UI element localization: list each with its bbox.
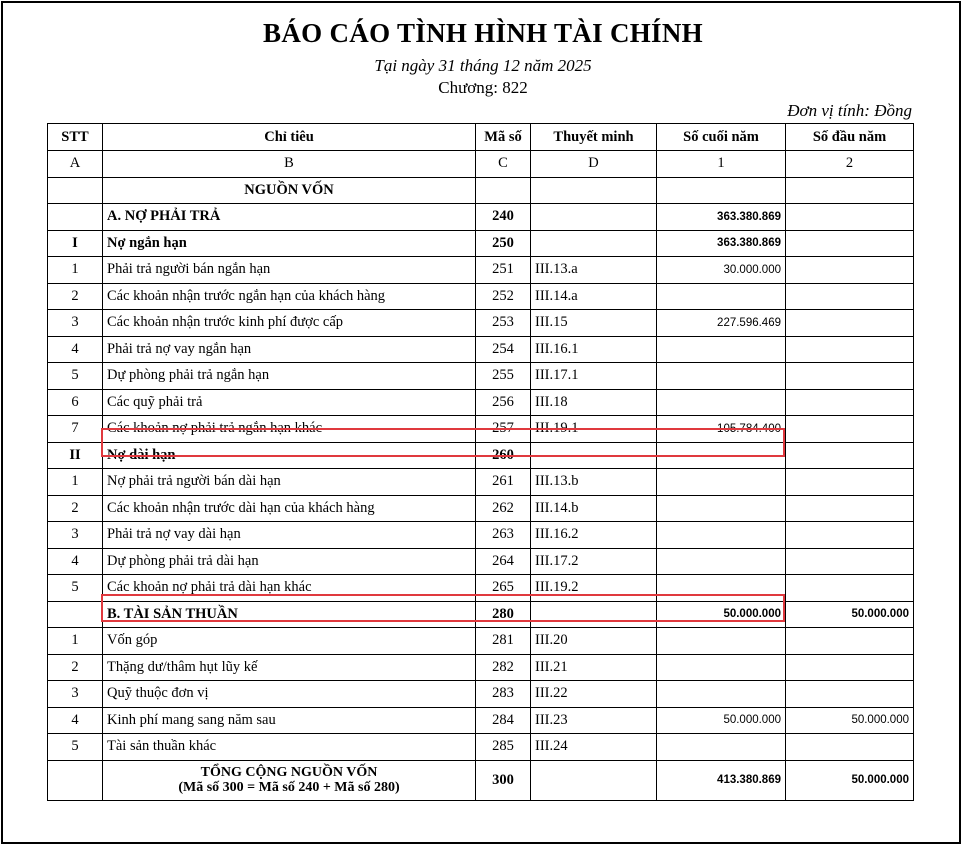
row-code: 263 [476, 522, 531, 549]
row-start-value [786, 495, 914, 522]
row-code: 257 [476, 416, 531, 443]
row-code: 264 [476, 548, 531, 575]
row-stt [48, 204, 103, 231]
table-row [48, 389, 914, 416]
row-end-value [657, 628, 786, 655]
report-date: Tại ngày 31 tháng 12 năm 2025 [374, 56, 592, 75]
row-stt: II [48, 442, 103, 469]
row-note: III.15 [531, 310, 657, 337]
col-header-note: Thuyết minh [531, 124, 657, 151]
row-start-value [786, 363, 914, 390]
table-row [48, 548, 914, 575]
row-code: 280 [476, 601, 531, 628]
row-start-value: 50.000.000 [786, 601, 914, 628]
row-indicator: Các quỹ phải trả [103, 389, 476, 416]
row-indicator: Nợ dài hạn [103, 442, 476, 469]
row-note [531, 177, 657, 204]
row-stt: I [48, 230, 103, 257]
row-stt: 3 [48, 310, 103, 337]
row-stt: 7 [48, 416, 103, 443]
row-stt: 1 [48, 257, 103, 284]
row-end-value [657, 575, 786, 602]
table-row [48, 601, 914, 628]
row-indicator: Các khoản nhận trước dài hạn của khách hàng [103, 495, 476, 522]
row-code: 284 [476, 707, 531, 734]
table-row [48, 177, 914, 204]
row-indicator: Các khoản nợ phải trả ngắn hạn khác [103, 416, 476, 443]
total-label-line1: TỔNG CỘNG NGUỒN VỐN [200, 765, 378, 780]
row-stt: 5 [48, 734, 103, 761]
row-indicator: Phải trả người bán ngắn hạn [103, 257, 476, 284]
row-note [531, 230, 657, 257]
row-indicator: Thặng dư/thâm hụt lũy kế [103, 654, 476, 681]
table-row [48, 363, 914, 390]
total-row [48, 760, 914, 800]
financial-table [47, 123, 914, 801]
row-code: 254 [476, 336, 531, 363]
col-header-indicator: Chỉ tiêu [103, 124, 476, 151]
row-end-value [657, 389, 786, 416]
row-note [531, 204, 657, 231]
row-indicator: Tài sản thuần khác [103, 734, 476, 761]
table-row [48, 336, 914, 363]
row-start-value [786, 628, 914, 655]
total-label-line2: (Mã số 300 = Mã số 240 + Mã số 280) [178, 780, 400, 795]
row-note: III.16.1 [531, 336, 657, 363]
row-stt: 5 [48, 575, 103, 602]
row-code: 282 [476, 654, 531, 681]
row-note: III.19.2 [531, 575, 657, 602]
row-start-value [786, 548, 914, 575]
row-end-value: 363.380.869 [657, 204, 786, 231]
row-note: III.16.2 [531, 522, 657, 549]
row-indicator: A. NỢ PHẢI TRẢ [103, 204, 476, 231]
row-code: 240 [476, 204, 531, 231]
row-note: III.17.2 [531, 548, 657, 575]
row-start-value [786, 734, 914, 761]
row-code: 252 [476, 283, 531, 310]
row-end-value [657, 283, 786, 310]
row-note: III.23 [531, 707, 657, 734]
row-note: III.18 [531, 389, 657, 416]
header-row [48, 124, 914, 151]
row-end-value: 50.000.000 [657, 707, 786, 734]
row-stt [48, 177, 103, 204]
table-row [48, 522, 914, 549]
row-code [476, 177, 531, 204]
row-end-value: 30.000.000 [657, 257, 786, 284]
row-code: 256 [476, 389, 531, 416]
row-note [531, 601, 657, 628]
row-start-value [786, 522, 914, 549]
row-end-value [657, 442, 786, 469]
table-row [48, 204, 914, 231]
row-start-value [786, 469, 914, 496]
total-label [103, 760, 476, 800]
row-indicator: Các khoản nhận trước kinh phí được cấp [103, 310, 476, 337]
row-start-value [786, 389, 914, 416]
col-header-stt: STT [48, 124, 103, 151]
report-chapter: Chương: 822 [438, 78, 528, 97]
row-start-value [786, 416, 914, 443]
row-indicator: Kinh phí mang sang năm sau [103, 707, 476, 734]
row-start-value [786, 654, 914, 681]
col-header-end-year: Số cuối năm [657, 124, 786, 151]
row-indicator: NGUỒN VỐN [103, 177, 476, 204]
row-note: III.13.a [531, 257, 657, 284]
row-note: III.24 [531, 734, 657, 761]
row-stt: 4 [48, 548, 103, 575]
row-end-value [657, 681, 786, 708]
row-start-value [786, 230, 914, 257]
table-row [48, 707, 914, 734]
table-row [48, 734, 914, 761]
row-stt: 3 [48, 681, 103, 708]
subheader-a: A [48, 151, 103, 178]
row-code: 260 [476, 442, 531, 469]
row-code: 251 [476, 257, 531, 284]
row-note: III.13.b [531, 469, 657, 496]
row-code: 281 [476, 628, 531, 655]
row-stt: 1 [48, 628, 103, 655]
row-indicator: Phải trả nợ vay ngắn hạn [103, 336, 476, 363]
row-end-value [657, 654, 786, 681]
table-row [48, 230, 914, 257]
row-indicator: Quỹ thuộc đơn vị [103, 681, 476, 708]
row-note: III.19.1 [531, 416, 657, 443]
row-indicator: Các khoản nhận trước ngắn hạn của khách hàng [103, 283, 476, 310]
subheader-1: 1 [657, 151, 786, 178]
subheader-b: B [103, 151, 476, 178]
row-stt [48, 601, 103, 628]
table-row [48, 575, 914, 602]
row-stt: 2 [48, 654, 103, 681]
table-row [48, 495, 914, 522]
row-end-value: 50.000.000 [657, 601, 786, 628]
row-code: 285 [476, 734, 531, 761]
row-indicator: Nợ phải trả người bán dài hạn [103, 469, 476, 496]
report-title: BÁO CÁO TÌNH HÌNH TÀI CHÍNH [263, 18, 703, 48]
table-row [48, 681, 914, 708]
currency-unit: Đơn vị tính: Đồng [787, 101, 912, 120]
row-start-value [786, 442, 914, 469]
row-indicator: Dự phòng phải trả dài hạn [103, 548, 476, 575]
row-end-value [657, 548, 786, 575]
row-start-value: 50.000.000 [786, 707, 914, 734]
total-note [531, 760, 657, 800]
row-start-value [786, 177, 914, 204]
row-note: III.22 [531, 681, 657, 708]
row-end-value: 363.380.869 [657, 230, 786, 257]
row-end-value [657, 734, 786, 761]
row-indicator: B. TÀI SẢN THUẦN [103, 601, 476, 628]
table-row [48, 257, 914, 284]
table-row [48, 442, 914, 469]
row-start-value [786, 575, 914, 602]
row-start-value [786, 681, 914, 708]
row-code: 283 [476, 681, 531, 708]
table-row [48, 416, 914, 443]
table-row [48, 310, 914, 337]
col-header-code: Mã số [476, 124, 531, 151]
row-indicator: Dự phòng phải trả ngắn hạn [103, 363, 476, 390]
row-start-value [786, 310, 914, 337]
row-code: 253 [476, 310, 531, 337]
row-code: 261 [476, 469, 531, 496]
col-header-start-year: Số đầu năm [786, 124, 914, 151]
table-row [48, 628, 914, 655]
row-stt: 6 [48, 389, 103, 416]
row-end-value [657, 495, 786, 522]
row-note: III.14.a [531, 283, 657, 310]
row-indicator: Phải trả nợ vay dài hạn [103, 522, 476, 549]
row-indicator: Vốn góp [103, 628, 476, 655]
row-note: III.14.b [531, 495, 657, 522]
row-stt: 5 [48, 363, 103, 390]
row-indicator: Nợ ngắn hạn [103, 230, 476, 257]
row-start-value [786, 257, 914, 284]
row-end-value [657, 522, 786, 549]
table-row [48, 283, 914, 310]
row-note: III.17.1 [531, 363, 657, 390]
row-end-value: 227.596.469 [657, 310, 786, 337]
total-end-value: 413.380.869 [657, 760, 786, 800]
row-note: III.21 [531, 654, 657, 681]
row-note [531, 442, 657, 469]
row-stt: 2 [48, 283, 103, 310]
subheader-row [48, 151, 914, 178]
row-stt: 4 [48, 336, 103, 363]
row-end-value [657, 336, 786, 363]
row-code: 255 [476, 363, 531, 390]
row-code: 262 [476, 495, 531, 522]
total-stt [48, 760, 103, 800]
row-end-value [657, 469, 786, 496]
table-row [48, 469, 914, 496]
row-stt: 4 [48, 707, 103, 734]
total-start-value: 50.000.000 [786, 760, 914, 800]
row-stt: 3 [48, 522, 103, 549]
row-end-value: 105.784.400 [657, 416, 786, 443]
row-end-value [657, 177, 786, 204]
row-start-value [786, 283, 914, 310]
subheader-c: C [476, 151, 531, 178]
total-code: 300 [476, 760, 531, 800]
row-stt: 1 [48, 469, 103, 496]
row-code: 250 [476, 230, 531, 257]
row-start-value [786, 336, 914, 363]
table-row [48, 654, 914, 681]
row-start-value [786, 204, 914, 231]
row-code: 265 [476, 575, 531, 602]
row-indicator: Các khoản nợ phải trả dài hạn khác [103, 575, 476, 602]
row-stt: 2 [48, 495, 103, 522]
row-note: III.20 [531, 628, 657, 655]
subheader-2: 2 [786, 151, 914, 178]
subheader-d: D [531, 151, 657, 178]
row-end-value [657, 363, 786, 390]
